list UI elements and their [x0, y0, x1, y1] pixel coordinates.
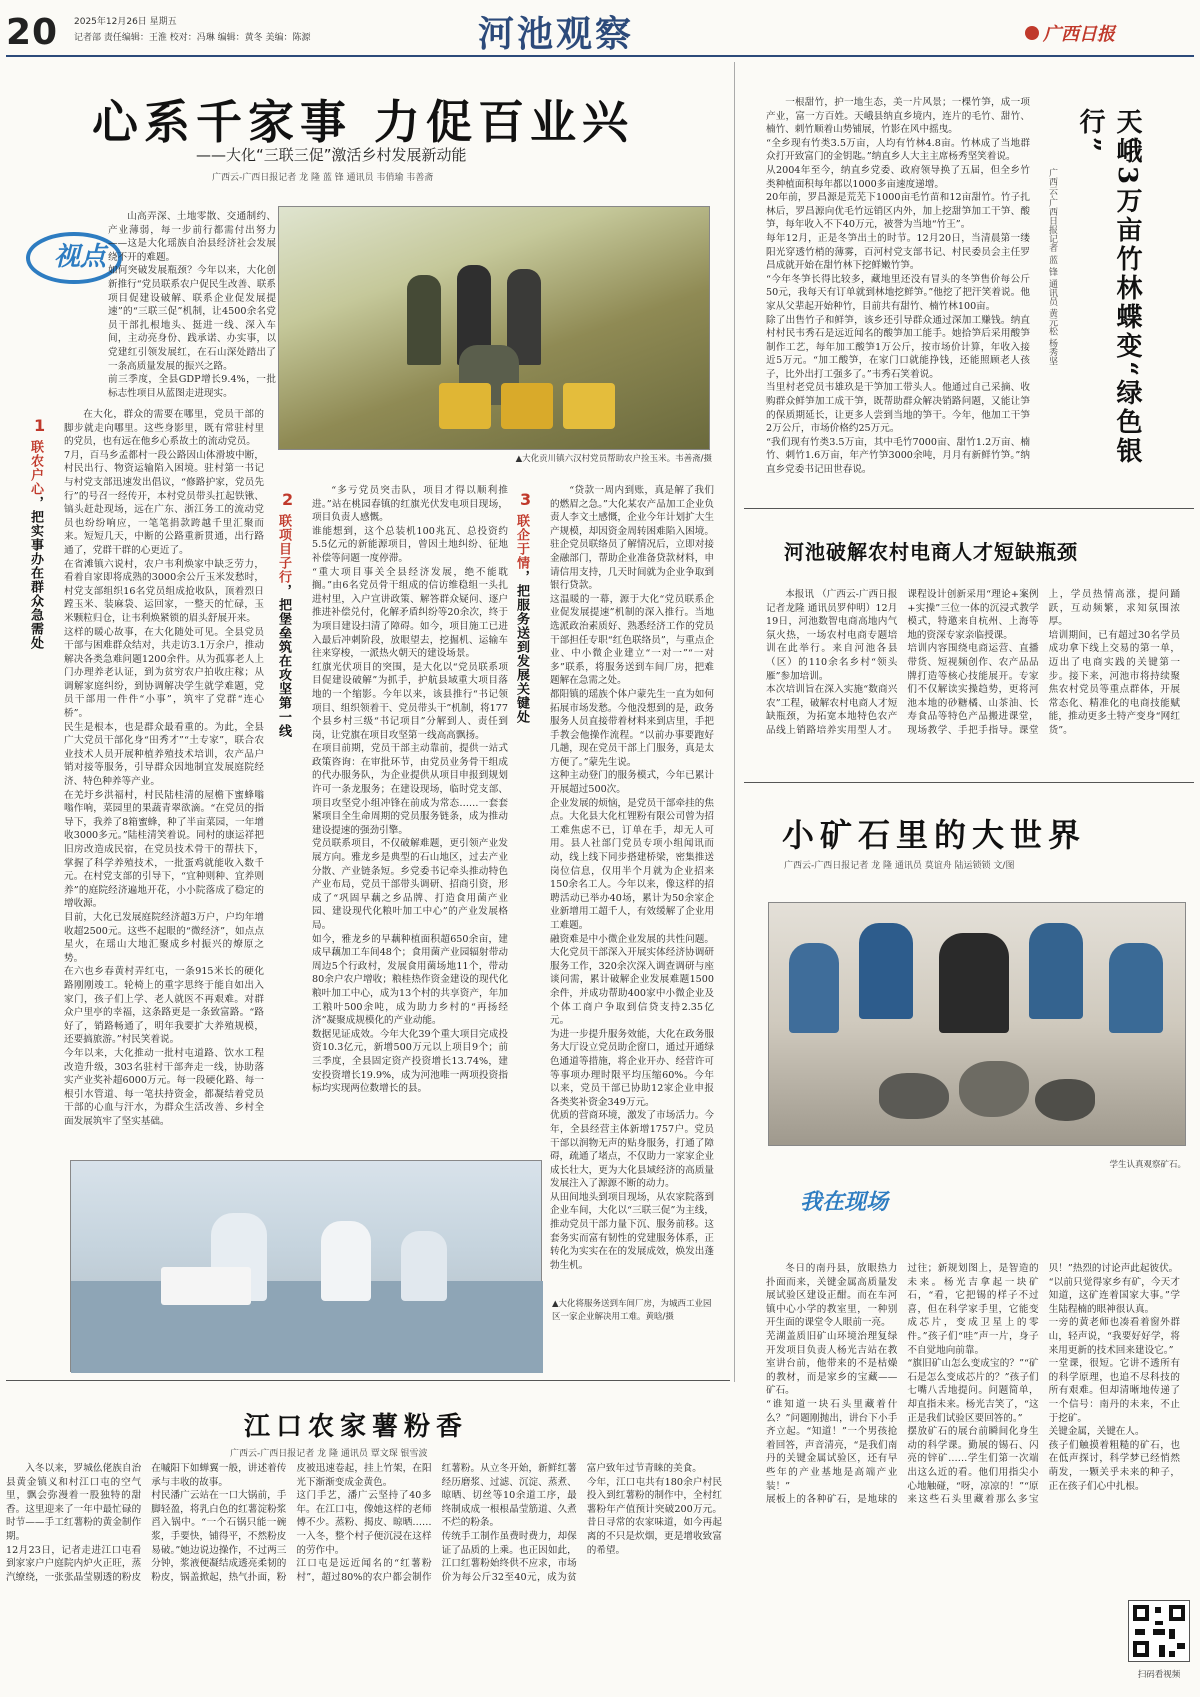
sweetpotato-title: 江口农家薯粉香	[244, 1412, 469, 1442]
viewpoint-badge: 视点	[24, 224, 124, 286]
onsite-badge: 我在现场	[800, 1190, 889, 1215]
mineral-text: 冬日的南丹县，放眼热力扑面而来，关键金属高质量发展试验区建设正酣。而在车河镇中心小学的教室里，一种别开生面的课堂令人眼前一亮。 芜湖盖质旧矿山环境治理复绿开发项目负责人杨光吉站在教室讲台前，他带来的不是枯燥的教材，而是家乡的宝藏——矿石。 “谁知道一块石头里藏着什么？”问题刚抛出，讲台下小手齐立起。“知道！”一个男孩抢着回答，声音清亮，“是我们南丹的关键金属试验区，还有早些年的产业基地是高端产业装！” 展板上的各种矿石，是地球的过往；新规划图上，是智造的未来。杨光吉拿起一块矿石，“看，它把锡的样子不过喜，但在科学家手里，它能变成芯片，变成卫星上的零件。”孩子们“哇”声一片，身子不自觉地向前靠。 “旗旧矿山怎么变成宝的？”“矿石是怎么变成芯片的？”孩子们七嘴八舌地提问。问题简单，却直指未来。杨光吉笑了，“这正是我们试验区要回答的。” 摆放矿石的展台前瞬间化身生动的科学课。勤展的锡石、闪亮的锌矿……学生们第一次端出这么近的看。他们用指尖小心地触碰，“呀，凉凉的！”“原来这些石头里藏着那么多宝贝！”热烈的讨论声此起彼伏。 “以前只觉得家乡有矿，今天才知道，这矿连着国家大事。”学生陆程楠的眼神很认真。 一旁的黄老师也凑看着窗外群山，轻声说，“我要好好学，将来用更新的技术回来建设它。” 一堂课，很短。它讲不透所有的科学原理，也追不尽科技的所有艰难。但却清晰地传递了一个信号：南丹的未来，不止于挖矿。 关键金属，关键在人。 孩子们触摸着粗糙的矿石，也在低声探讨，科学梦已经悄然萌发，一颗关乎未来的种子，正在孩子们心中扎根。	[766, 1263, 1180, 1506]
header-rule	[6, 55, 1194, 57]
factory-photo	[70, 1160, 542, 1372]
sweetpotato-text: 入冬以来，罗城仫佬族自治县黄金镇义和村江口屯的空气里，飘会弥漫着一股独特的甜香。这里迎来了一年中最忙碌的时节——手工红薯粉的黄金制作期。 12月23日，记者走进江口屯看到家家户户庭院内炉火正旺，蒸汽缭绕，一张张晶莹剔透的粉皮在嘁阳下如蝉翼一般，讲述着传承与丰收的故事。 村民潘广云站在一口大锅前，手脚轻盈，将乳白色的红薯淀粉浆舀入锅中。“一个石锅只能一碗浆，手要快，铺得平，不然粉皮易破。”她边说边操作，不过两三分钟，浆液便凝结成透亮柔韧的粉皮，锅盖掀起，热气扑面，粉皮被迅速卷起，挂上竹架，在阳光下渐渐变成金黄色。 这门手艺，潘广云坚持了40多年。在江口屯，像她这样的老师傅不少。蒸粉、揭皮、晾晒……一入冬，整个村子便沉浸在这样的劳作中。 江口屯是远近闻名的“红薯粉村”，超过80%的农户都会制作红薯粉。从立冬开始，新鲜红薯经历磨浆、过滤、沉淀、蒸煮、晾晒、切丝等10余道工序，最终制成成一根根晶莹筋道、久煮不烂的粉条。 传统手工制作虽费时费力，却保证了品质的上乘。也正因如此，江口红薯粉始终供不应求，市场价为每公斤32至40元，成为贫富户致年过节青睐的美食。 今年，江口屯共有180余户村民投入到红薯粉的制作中，全村红薯粉年产值预计突破200万元。昔日寻常的农家味道，如今再起离的不只是炊烟，更是增收致富的希望。	[6, 1463, 722, 1583]
paper-logo: 广西日报	[1025, 20, 1115, 46]
section-1-number: 1	[34, 416, 46, 435]
lead-byline: 广西云-广西日报记者 龙 隆 蓝 锋 通讯员 韦俏瑜 韦善斋	[212, 173, 434, 183]
qr-caption: 扫码看视频	[1137, 1670, 1181, 1680]
section-2-text: “多亏党员突击队，项目才得以顺利推进。”站在桃园春镇的红旗光伏发电项目现场，项目负责人感慨。 谁能想到，这个总装机100兆瓦、总投资约5.5亿元的新能源项目，曾因土地纠纷、征地补偿等问题一度停滞。 “重大项目事关全县经济发展，绝不能耽搁。”由6名党员骨干组成的信访维稳组一头扎进村里，入户宣讲政策、解答群众疑问、逐户推进补偿兑付，化解矛盾纠纷等20余次，终于为项目建设扫清了障碍。如今，项目施工已进入最后冲刺阶段，放眼望去，挖掘机、运输车往来穿梭，一派热火朝天的建设场景。 红旗光伏项目的突围，是大化以“党员联系项目促建设破解”为抓手，护航县域重大项目落地的一个缩影。今年以来，该县推行“书记领项目、组织领着干、党员带头干”机制，将177个县乡村三级“书记项目”分解到人、责任到岗，让党旗在项目攻坚第一线高高飘扬。 在项目前期，党员干部主动靠前，提供一站式政策咨询：在审批环节，由党员业务骨干组成的代办服务队，为企业提供从项目申报到规划许可一条龙服务；在建设现场，临时党支部、项目攻坚党小组冲锋在前成为常态……一套套紧项目全生命周期的党员服务链条，成为推动建设提速的强劲引擎。 党员联系项目，不仅破解难题，更引领产业发展方向。雅龙乡是典型的石山地区，过去产业分散、产业链条短。乡党委书记牵头推动特色产业布局，党员干部带头调研、招商引资，形成了“巩固早藕之乡品牌、打造食用菌产业园、建设现代化粮叶加工中心”的产业发展格局。 如今，雅龙乡的早藕种植面积超650余亩，建成早藕加工车间48个；食用菌产业园辐射带动周边5个行政村，发展食用菌场地11个，带动80余户农户增收；粮桂热作资金建设的现代化粮叶加工中心，成为13个村的共享资产，年加工粮叶500余吨，成为助力乡村的“再扬经济”凝聚成规模化的产业动能。 数据见证成效。今年大化39个重大项目完成投资10.3亿元，新增500万元以上项目9个；前三季度，全县固定资产投资增长13.74%，建安投资增长19.9%，成为河池唯一两项投资指标均实现两位数增长的县。	[312, 485, 508, 1095]
ecommerce-text: 本报讯 （广西云-广西日报记者龙隆 通讯员罗仲明）12月19日，河池数智电商高地内气氛火热，一场农村电商专题培训在此举行。来自河池各县（区）的110余名乡村“领头雁”参加培训。 本次培训旨在深入实施“数商兴农”工程，破解农村电商人才短缺瓶颈，为拓宽本地特色农产品线上销路培养实用型人才。课程设计创新采用“理论+案例+实操”三位一体的沉浸式教学模式，特邀来自杭州、上海等地的资深专家亲临授课。 培训内容围绕电商运营、直播带货、短视频创作、农产品品牌打造等核心技能展开。专家们不仅解读实操趋势，更将河池本地的砂糖橘、山茶油、长寿食品等特色产品搬进课堂，现场教学、手把手指导。课堂上，学员热情高涨，提问踊跃，互动频繁，求知氛围浓厚。 培训期间，已有超过30名学员成功拿下线上交易的第一单，迈出了电商实践的关键第一步。接下来，河池市将持续聚焦农村党员等重点群体，开展常态化、精准化的电商技能赋能，推动更多土特产变身“网红货”。	[766, 589, 1180, 736]
section-1-text: 在大化，群众的需要在哪里，党员干部的脚步就走向哪里。这些身影里，既有常驻村里的党员，也有远在他乡心系故土的流动党员。 7月，百马乡孟都村一段公路因山体滑坡中断，村民出行、物资运输陷入困境。驻村第一书记与村党支部迅速发出倡议，“修路护家，党员先行”的号召一经传开，本村党员带头扛起铁锹、镐头赶赴现场，远在广东、浙江务工的流动党员也纷纷响应，一笔笔捐款跨越千里汇聚而来。短短几天，中断的公路重新贯通，出行路通了，党群干群的心更近了。 在省滩镇六说村，农户韦利焕家中缺乏劳力，看着自家即将成熟的3000余公斤玉米发愁时，村党支部组织16名党员组成抢收队，顶着烈日蹚玉米、装麻袋、运回家，一整天的忙碌，玉米颗粒归仓，让韦利焕紧锁的眉头舒展开来。 这样的暖心故事，在大化随处可见。全县党员干部与困难群众结对，共走访3.1万余户，推动解决各类急难问题1200余件。从为孤寡老人上门办理养老认证，到为贫穷农户拍收庄稼；从调解家庭纠纷，到协调解决学生就学难题，党员干部用一件件“小事”，筑牢了党群“连心桥”。 民生是根本，也是群众最看重的。为此，全县广大党员干部化身“田秀才”“土专家”，联合农业技术人员开展种植养殖技术培训，农产品户销对接等服务，引导群众因地制宜发展庭院经济、特色种养等产业。 在羌圩乡洪福村，村民陆桂清的屋檐下蜜蜂嗡嗡作响，菜园里的果蔬青翠欲滴。“在党员的指导下，我养了8箱蜜蜂，种了半亩菜园，一年增收3000多元。”陆桂清笑着说。同村的康运祥把旧房改造成民宿，在党员技术骨干的帮扶下，掌握了科学养殖技术，一批蛋鸡就能收入数千元。在村党支部的引导下，“宜种则种、宜养则养”的庭院经济遍地开花，小小院落成了稳定的增收源。 目前，大化已发展庭院经济超3万户，户均年增收超2500元。这些不起眼的“微经济”，如点点星火，在瑶山大地汇聚成乡村振兴的燎原之势。 在六也乡春黄村弄红屯，一条915米长的硬化路刚刚竣工。轮椅上的重字思终于能自如出入家门，孩子们上学、老人就医不再艰难。对群众户里亭的幸福，这条路更是一条致富路。“路好了，销路畅通了，明年我要扩大养殖规模，还要搞旅游。”村民笑着说。 今年以来，大化推动一批村屯道路、饮水工程改造升级，303名驻村干部奔走一线，协助落实产业奖补超6000万元。每一段硬化路、每一根引水管道、每一笔扶持资金，都凝结着党员干部的心血与汗水，为群众生活改善、乡村全面发展筑牢了坚实基础。	[64, 409, 264, 1127]
section-1-title: 联农户心，把实事办在群众急需处	[28, 440, 43, 650]
bamboo-rule	[744, 508, 1194, 509]
section-title: 河池观察	[478, 13, 635, 55]
column-divider	[734, 62, 735, 1382]
lead-photo	[278, 206, 710, 450]
qr-code[interactable]	[1128, 1600, 1190, 1662]
bamboo-title: 天峨3万亩竹林蝶变“绿色银行”	[1075, 108, 1142, 467]
lead-subtitle: ——大化“三联三促”激活乡村发展新动能	[196, 146, 467, 164]
ecommerce-title: 河池破解农村电商人才短缺瓶颈	[784, 540, 1078, 564]
ecommerce-rule	[744, 782, 1194, 783]
logo-mark-icon	[1025, 26, 1039, 40]
staff-line: 记者部 责任编辑：王淮 校对：冯琳 编辑：黄冬 美编：陈源	[74, 33, 311, 43]
sweetpotato-byline: 广西云-广西日报记者 龙 隆 通讯员 覃文琛 银雪波	[230, 1449, 428, 1459]
lead-photo-caption: ▲大化贡川镇六汉村党员帮助农户捡玉米。韦善斋/摄	[515, 454, 712, 464]
mineral-title: 小矿石里的大世界	[782, 816, 1087, 854]
section-2-number: 2	[282, 490, 294, 509]
qr-code-icon	[1129, 1601, 1189, 1661]
mineral-photo-caption: 学生认真观察矿石。	[1109, 1160, 1186, 1170]
lead-bottom-rule	[6, 1380, 730, 1381]
buckets	[439, 383, 639, 433]
mineral-photo	[768, 902, 1186, 1146]
date-line: 2025年12月26日 星期五	[74, 17, 177, 27]
workbench-row	[71, 1281, 543, 1373]
ore-samples	[879, 1053, 1099, 1133]
mineral-byline: 广西云-广西日报记者 龙 隆 通讯员 莫谊舟 陆运锁锁 文/图	[784, 861, 1015, 871]
section-2-title: 联项目子行，把堡垒筑在攻坚第一线	[276, 514, 291, 738]
section-3-title: 联企于情，把服务送到发展关键处	[514, 514, 529, 724]
page-number: 20	[6, 12, 59, 53]
section-3-text: “贷款一周内到账，真是解了我们的燃眉之急。”大化某农产品加工企业负责人李文土感慨，企业今年计划扩大生产规模，却因资金周转困难陷入困境。驻企党员联络员了解情况后，立即对接金融部门，帮助企业准备贷款材料，申请信用支持，几天时间就为企业争取到银行贷款。 这温暖的一幕，源于大化“党员联系企业促发展提速”机制的深入推行。当地选派政治素质好、熟悉经济工作的党员干部担任专职“红色联络员”，与重点企业、中小微企业建立“一对一”“一对多”联系，将服务送到车间厂房，把难题解在急需之处。 都阳镇的瑶族个体户蒙先生一直为如何拓展市场发愁。今他没想到的是，政务服务人员直接带着材料来到店里，手把手教会他操作流程。“以前办事要跑好几趟，现在党员干部上门服务，真是太方便了。”蒙先生说。 这种主动登门的服务模式，今年已累计开展超过500次。 企业发展的烦恼，是党员干部牵挂的焦点。大化县大化杠锂粉有限公司曾为招工难焦虑不已，订单在手，却无人可用。县人社部门党员专项小组闻讯而动，线上线下同步搭建桥梁，密集推送岗位信息，仅用半个月就为企业招来150余名工人。今年以来，像这样的招聘活动已举办40场，累计为50余家企业新增用工超千人，有效缓解了企业用工难题。 融资难是中小微企业发展的共性问题。大化党员干部深入开展实体经济协调研服务工作，320余次深入调查调研与座谈问需，累计破解企业发展难题1500余件，并成功帮助400家中小微企业及个体工商户争取到信贷支持2.35亿元。 为进一步提升服务效能，大化在政务服务大厅设立党员助企窗口，通过开通绿色通道等措施，将企业开办、经营许可等事项办理时限平均压缩60%。今年以来，党员干部已协助12家企业申报各类奖补资金349万元。 优质的营商环境，激发了市场活力。今年，全县经营主体新增1757户。党员干部以润物无声的贴身服务，打通了障碍，疏通了堵点，不仅助力一家家企业成长壮大，更为大化县域经济的高质量发展注入了源源不断的动力。 从田间地头到项目现场，从农家院落到企业车间，大化以“三联三促”为主线，推动党员干部力量下沉、服务前移。这套务实而富有韧性的党建服务体系，正转化为实实在在的发展成效，焕发出蓬勃生机。	[550, 485, 714, 1271]
bamboo-text: 一根甜竹，护一地生态，美一片风景；一棵竹笋，成一项产业，富一方百姓。天峨县纳直乡境内，连片的毛竹、甜竹、楠竹、刺竹顺着山势铺展，竹影在风中摇曳。 “全乡现有竹类3.5万亩，人均有竹林4.8亩。竹林成了当地群众打开致富门的金钥匙。”纳直乡人大主主席杨秀坚笑着说。 从2004年至今，纳直乡党委、政府领导换了五届，但全乡竹类种植面积每年都以1000多亩速度递增。 20年前，罗昌源是荒芜下1000亩毛竹苗和12亩甜竹。竹子扎林后，罗昌源向优毛竹远销区内外，加上挖甜笋加工干笋、酸笋，每年收入不下40万元，被誉为当地“竹王”。 每年12月，正是冬笋出土的时节。12月20日，当清晨第一缕阳光穿透竹梢的薄雾，百河村党支部书记、村民委员会主任罗昌成就开始在甜竹林下挖鲜嫩竹笋。 “今年冬笋长得比较多，藏地里还没有冒头的冬笋售价每公斤50元，我每天有订单就到林地挖鲜笋。”他挖了把汗笑着说。他家从父辈起开始种竹，目前共有甜竹、楠竹林100亩。 除了出售竹子和鲜笋，该乡还引导群众通过深加工赚钱。纳直村村民韦秀石是远近闻名的酸笋加工能手。她拾笋后采用酸笋制作工艺，每年加工酸笋1万公斤，按市场价计算，年收入接近5万元。“加工酸笋，在家门口就能挣钱，还能照顾老人孩子，比外出打工强多了。”韦秀石笑着说。 当里村老党员韦雄玖是干笋加工带头人。他通过自己采摘、收购群众鲜笋加工成干笋，既帮助群众解决销路问题，又能让笋的保质期延长，让更多人尝到当地的笋干。今年，他加工干笋2万公斤，市场价格约25万元。 “我们现有竹类3.5万亩，其中毛竹7000亩、甜竹1.2万亩、楠竹、刺竹1.6万亩，年产竹笋3000余吨，月月有新鲜竹笋。”纳直乡党委书记田世春说。	[766, 97, 1030, 476]
lead-intro: 山高弄深、土地零散、交通制约、产业薄弱，每一步前行都需付出努力——这是大化瑶族自治县经济社会发展绕不开的难题。 如何突破发展瓶颈？今年以来，大化创新推行“党员联系农户促民生改善、联系项目促建设破解、联系企业促发展提速”的“三联三促”机制，让4500余名党员干部扎根地头、挺进一线、深入车间，主动亮身份、践承诺、办实事，以党建红引领发展红，在石山深处踏出了一条高质量发展的振兴之路。 前三季度，全县GDP增长9.4%，一批标志性项目从蓝图走进现实。	[108, 211, 276, 399]
section-3-number: 3	[520, 490, 532, 509]
bamboo-byline: 广西云-广西日报记者 蓝 锋 通讯员 黄元松 杨秀坚	[1047, 168, 1057, 366]
lead-title: 心系千家事 力促百业兴	[92, 95, 635, 149]
factory-photo-caption: ▲大化将服务送到车间厂房，为城西工业园区一家企业解决用工难。黄晗/摄	[552, 1299, 712, 1322]
